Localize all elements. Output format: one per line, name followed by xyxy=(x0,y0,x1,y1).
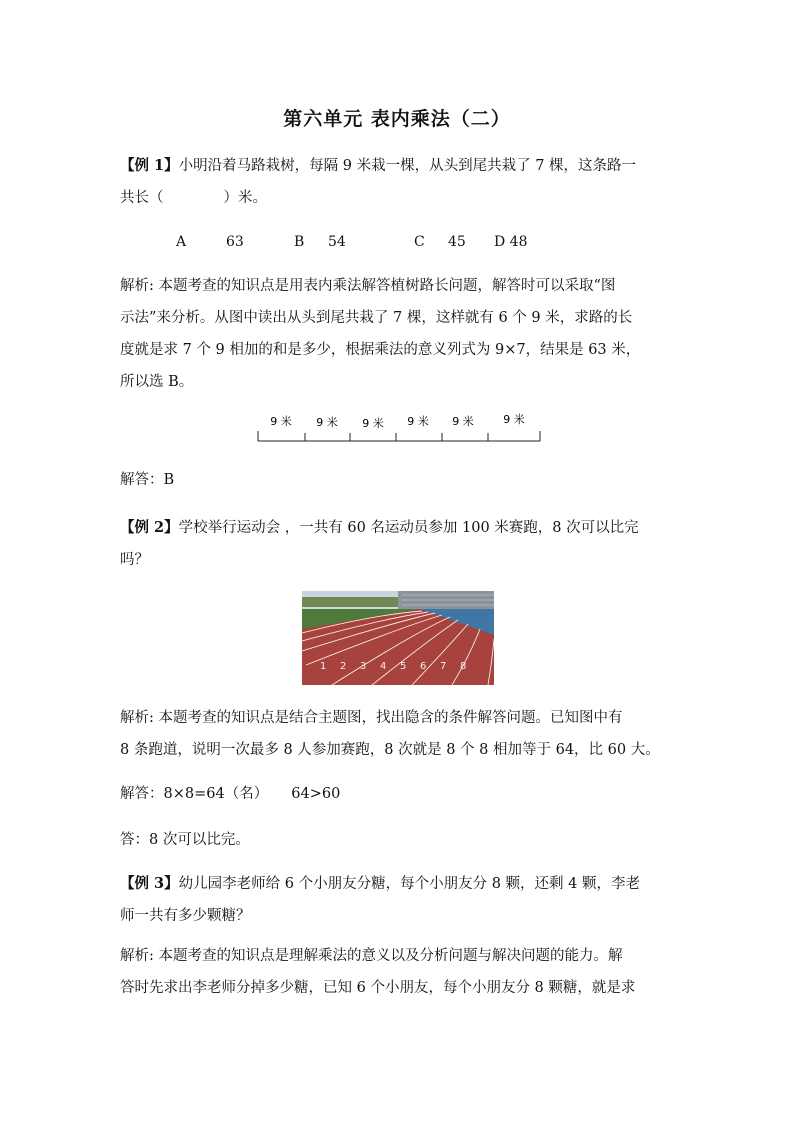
analysis-line: 解析: 本题考查的知识点是结合主题图，找出隐含的条件解答问题。已知图中有 xyxy=(120,710,623,726)
analysis-line: 所以选 B。 xyxy=(120,374,194,390)
example-1-analysis xyxy=(120,270,680,398)
analysis-line: 8 条跑道，说明一次最多 8 人参加赛跑，8 次就是 8 个 8 相加等于 64，比 60 大。 xyxy=(120,742,660,758)
running-track-photo xyxy=(302,591,494,685)
tree-spacing-diagram xyxy=(250,405,550,447)
option-b-value: 54 xyxy=(328,234,346,250)
example-2-question-line-2: 吗？ xyxy=(120,552,149,568)
example-2-question-line-1: 学校举行运动会 ，一共有 60 名运动员参加 100 米赛跑，8 次可以比完 xyxy=(178,520,639,536)
page-title: 第六单元 表内乘法（二） xyxy=(283,108,511,130)
option-c-value: 45 xyxy=(448,234,466,250)
lane-number: 6 xyxy=(420,661,427,672)
example-2-question xyxy=(120,512,680,576)
option-a-letter: A xyxy=(176,234,187,250)
option-a-value: 63 xyxy=(226,234,244,250)
example-3-question-line-1: 幼儿园李老师给 6 个小朋友分糖，每个小朋友分 8 颗，还剩 4 颗，李老 xyxy=(178,876,640,892)
example-2-analysis xyxy=(120,702,680,766)
option-b-letter: B xyxy=(294,234,305,250)
lane-number: 7 xyxy=(440,661,447,672)
example-2-answer: 解答：8×8=64（名） 64>60 xyxy=(120,786,341,802)
example-2-reply: 答：8 次可以比完。 xyxy=(120,832,250,848)
analysis-line: 示法”来分析。从图中读出从头到尾共栽了 7 棵，这样就有 6 个 9 米，求路的长 xyxy=(120,310,633,326)
example-3-question xyxy=(120,868,680,932)
analysis-line: 解析: 本题考查的知识点是用表内乘法解答植树路长问题，解答时可以采取“图 xyxy=(120,278,616,294)
lane-number: 5 xyxy=(400,661,407,672)
example-2-tag: 【例 2】 xyxy=(120,519,179,536)
lane-number: 3 xyxy=(360,661,367,672)
lane-number: 4 xyxy=(380,661,387,672)
analysis-line: 解析: 本题考查的知识点是理解乘法的意义以及分析问题与解决问题的能力。解 xyxy=(120,948,623,964)
example-1-question-line-2a: 共长（ xyxy=(120,190,164,206)
example-1-answer: 解答：B xyxy=(120,472,175,488)
segment-label: 9 米 xyxy=(407,415,429,428)
example-1-question-line-2b: ）米。 xyxy=(223,190,267,206)
lane-number: 2 xyxy=(340,661,347,672)
example-1-question xyxy=(120,150,680,214)
analysis-line: 度就是求 7 个 9 相加的和是多少，根据乘法的意义列式为 9×7，结果是 63 米， xyxy=(120,342,641,358)
example-1-tag: 【例 1】 xyxy=(120,157,179,174)
example-3-tag: 【例 3】 xyxy=(120,875,179,892)
option-c-letter: C xyxy=(414,234,425,250)
example-3-analysis xyxy=(120,940,680,1004)
lane-number: 1 xyxy=(320,661,327,672)
option-d: D 48 xyxy=(494,234,528,250)
example-3-question-line-2: 师一共有多少颗糖？ xyxy=(120,908,251,924)
example-1-question-line-1: 小明沿着马路栽树，每隔 9 米栽一棵，从头到尾共栽了 7 棵，这条路一 xyxy=(178,158,637,174)
analysis-line: 答时先求出李老师分掉多少糖，已知 6 个小朋友，每个小朋友分 8 颗糖，就是求 xyxy=(120,980,636,996)
segment-label: 9 米 xyxy=(270,415,292,428)
segment-label: 9 米 xyxy=(503,413,525,426)
segment-label: 9 米 xyxy=(362,417,384,430)
segment-label: 9 米 xyxy=(316,416,338,429)
lane-number: 8 xyxy=(460,661,467,672)
segment-label: 9 米 xyxy=(452,415,474,428)
